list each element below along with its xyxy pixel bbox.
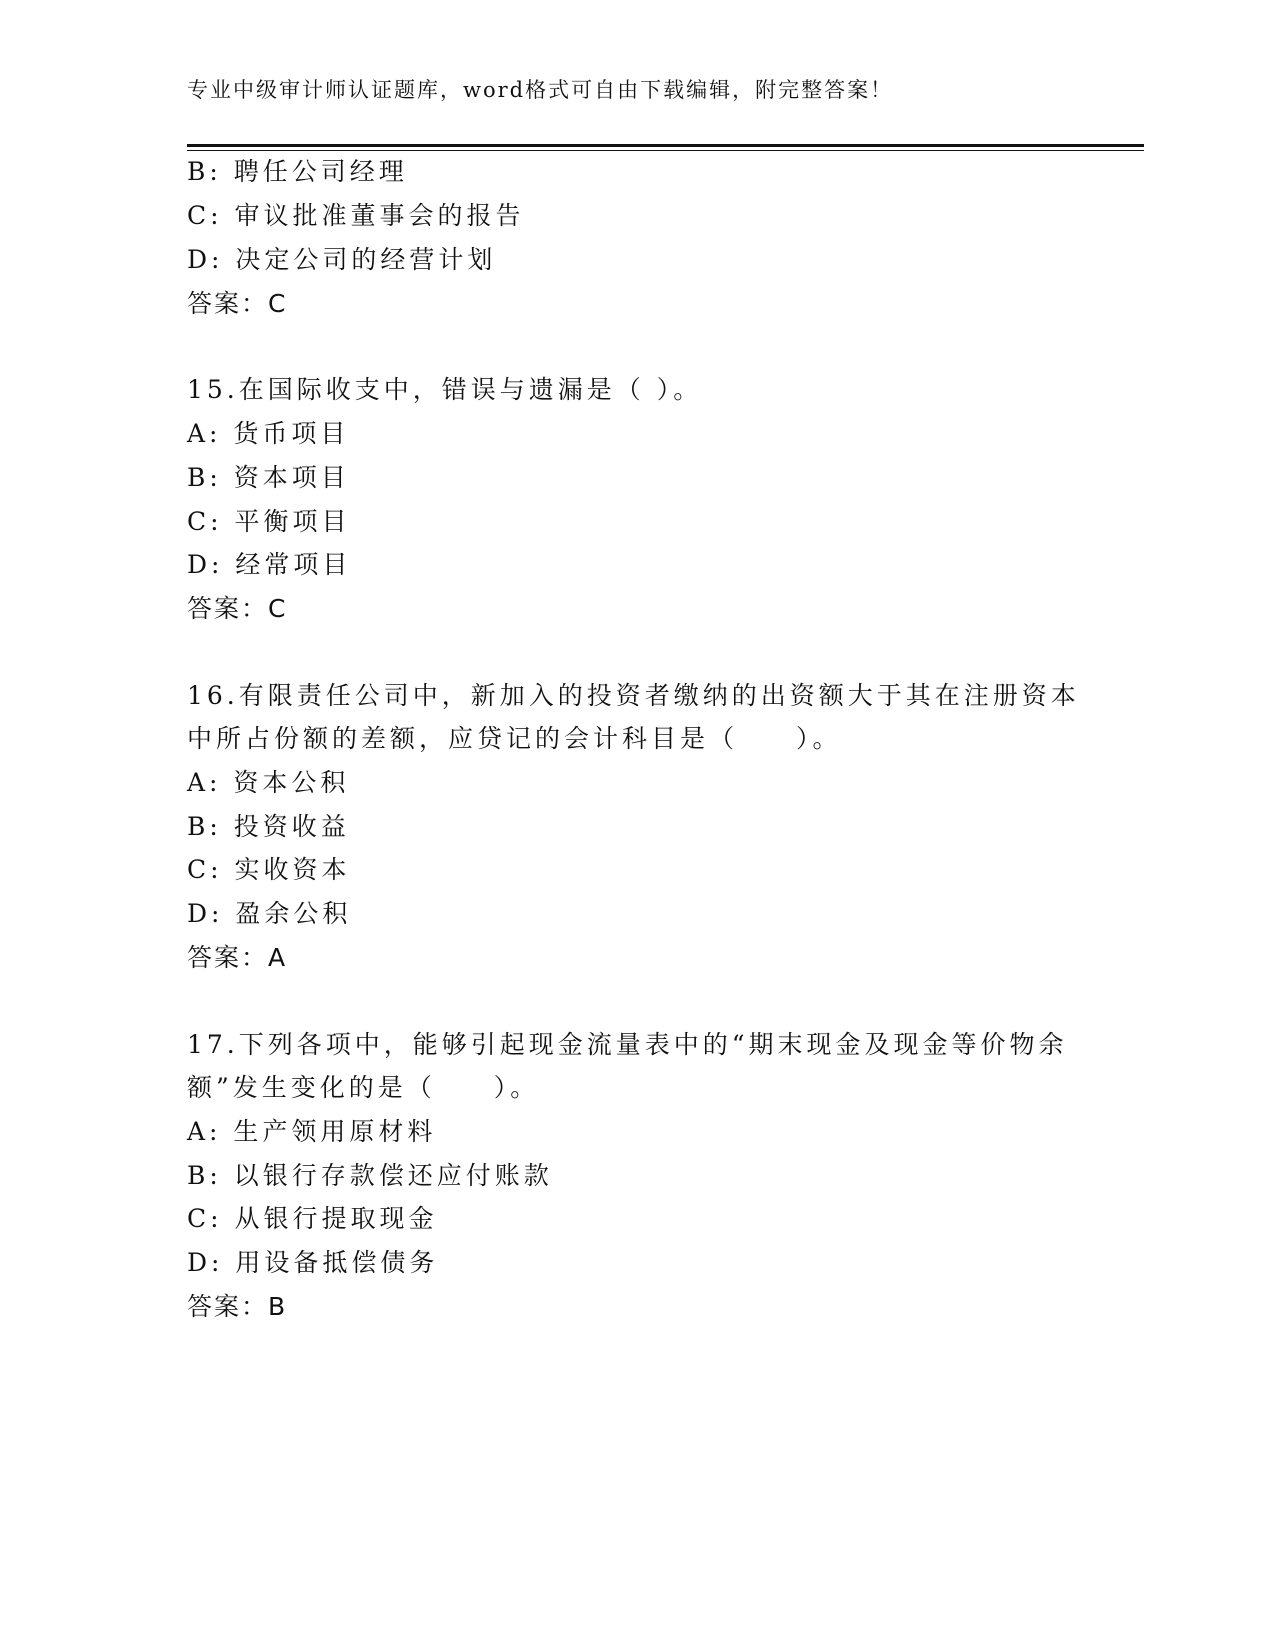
question-stem-continued: 额”发生变化的是（ ）。 <box>187 1073 540 1102</box>
option-b: B: 投资收益 <box>187 812 350 841</box>
header-rule-thin <box>187 150 1144 151</box>
question-stem: 16.有限责任公司中，新加入的投资者缴纳的出资额大于其在注册资本 <box>187 681 1080 710</box>
answer: 答案：A <box>187 943 288 972</box>
option-c: C: 审议批准董事会的报告 <box>187 201 525 230</box>
option-b: B: 以银行存款偿还应付账款 <box>187 1161 553 1190</box>
option-c: C: 实收资本 <box>187 855 351 884</box>
option-b: B: 聘任公司经理 <box>187 157 408 186</box>
question-stem: 15.在国际收支中，错误与遗漏是（ ）。 <box>187 375 703 404</box>
option-d: D: 经常项目 <box>187 550 352 579</box>
header-rule-thick <box>187 144 1144 147</box>
option-a: A: 货币项目 <box>187 419 350 448</box>
answer: 答案：B <box>187 1292 288 1321</box>
question-stem: 17.下列各项中，能够引起现金流量表中的“期末现金及现金等价物余 <box>187 1030 1068 1059</box>
question-stem-continued: 中所占份额的差额，应贷记的会计科目是（ ）。 <box>187 724 842 753</box>
option-d: D: 用设备抵偿债务 <box>187 1248 439 1277</box>
answer: 答案：C <box>187 594 288 623</box>
option-a: A: 生产领用原材料 <box>187 1117 437 1146</box>
option-d: D: 决定公司的经营计划 <box>187 245 497 274</box>
page-header: 专业中级审计师认证题库，word格式可自由下载编辑，附完整答案！ <box>187 78 894 102</box>
option-d: D: 盈余公积 <box>187 899 352 928</box>
option-a: A: 资本公积 <box>187 768 350 797</box>
option-c: C: 从银行提取现金 <box>187 1204 438 1233</box>
option-b: B: 资本项目 <box>187 463 350 492</box>
answer: 答案：C <box>187 289 288 318</box>
option-c: C: 平衡项目 <box>187 507 351 536</box>
